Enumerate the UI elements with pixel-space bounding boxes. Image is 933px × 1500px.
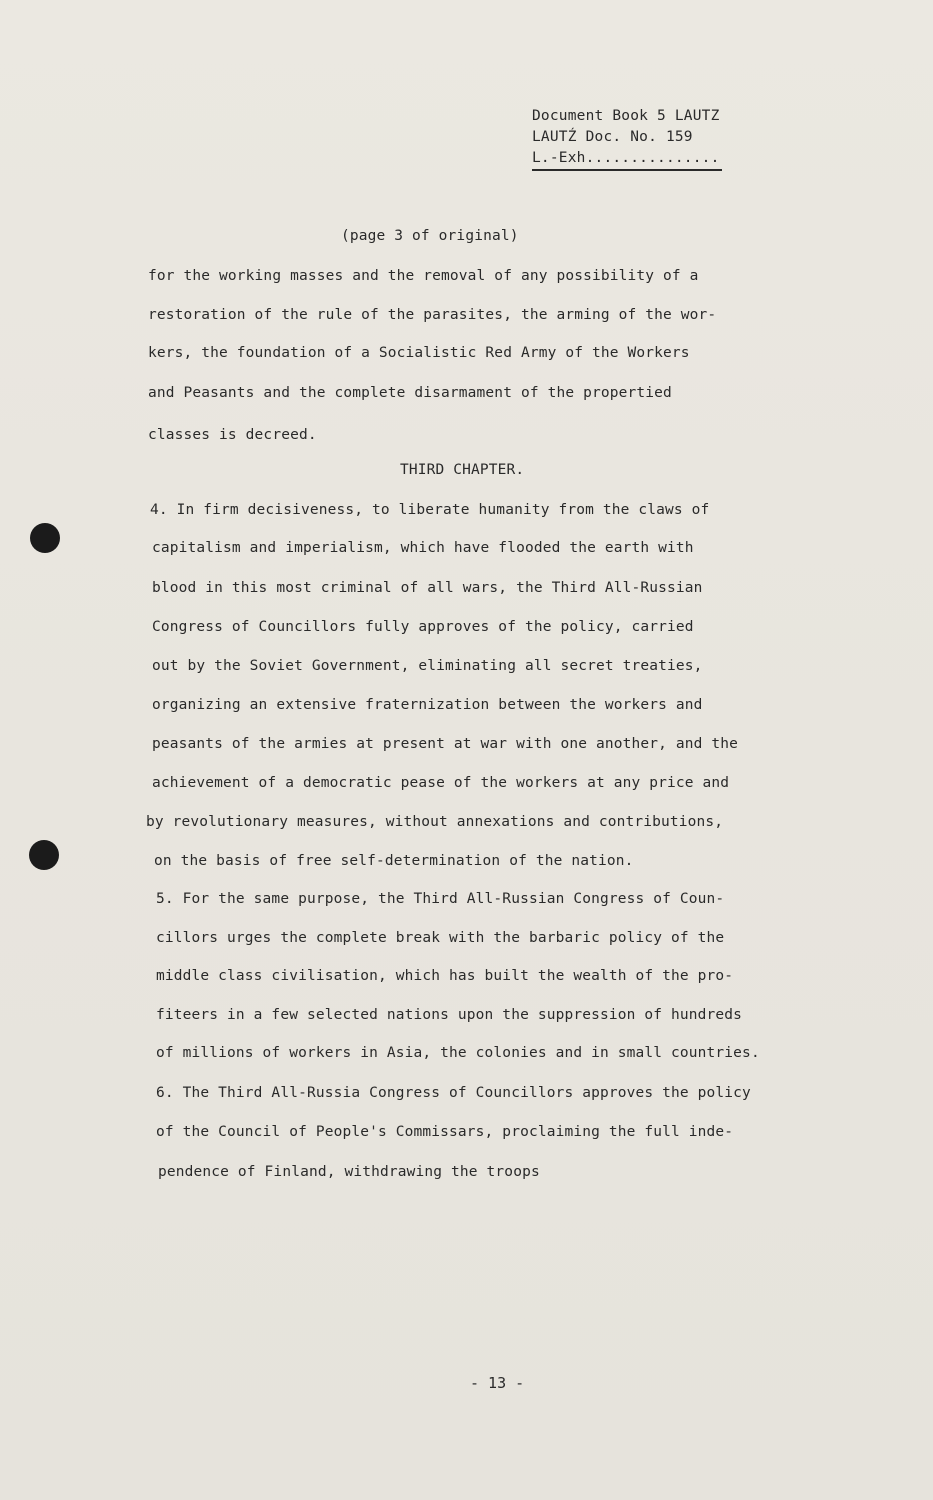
page-number: - 13 - — [470, 1374, 525, 1392]
body-line: organizing an extensive fraternization between the workers and — [152, 697, 703, 713]
punch-hole — [30, 523, 60, 553]
body-line: for the working masses and the removal of any possibility of a — [148, 268, 699, 284]
chapter-heading: THIRD CHAPTER. — [400, 462, 525, 478]
body-line: out by the Soviet Government, eliminating all secret treaties, — [152, 658, 703, 674]
header-exhibit: L.-Exh............... — [532, 148, 722, 171]
body-line: classes is decreed. — [148, 427, 317, 443]
body-line: of millions of workers in Asia, the colonies and in small countries. — [156, 1045, 760, 1061]
body-line: fiteers in a few selected nations upon the suppression of hundreds — [156, 1007, 743, 1023]
body-line: cillors urges the complete break with the barbaric policy of the — [156, 930, 725, 946]
body-line: on the basis of free self-determination of the nation. — [154, 853, 634, 869]
body-line: peasants of the armies at present at war with one another, and the — [152, 736, 739, 752]
page-note: (page 3 of original) — [341, 228, 519, 244]
body-line: and Peasants and the complete disarmament of the propertied — [148, 385, 672, 401]
punch-hole — [29, 840, 59, 870]
body-line: blood in this most criminal of all wars, the Third All-Russian — [152, 580, 703, 596]
body-line: 5. For the same purpose, the Third All-Russian Congress of Coun- — [156, 891, 725, 907]
body-line: pendence of Finland, withdrawing the troops — [158, 1164, 540, 1180]
body-line: Congress of Councillors fully approves of the policy, carried — [152, 619, 694, 635]
document-header — [532, 106, 722, 171]
body-line: 6. The Third All-Russia Congress of Councillors approves the policy — [156, 1085, 751, 1101]
body-line: achievement of a democratic pease of the workers at any price and — [152, 775, 730, 791]
body-line: 4. In firm decisiveness, to liberate humanity from the claws of — [150, 502, 710, 518]
body-line: restoration of the rule of the parasites, the arming of the wor- — [148, 307, 717, 323]
body-line: kers, the foundation of a Socialistic Red Army of the Workers — [148, 345, 690, 361]
body-line: middle class civilisation, which has built the wealth of the pro- — [156, 968, 734, 984]
header-doc-number: LAUTŹ Doc. No. 159 — [532, 129, 693, 145]
body-line: of the Council of People's Commissars, proclaiming the full inde- — [156, 1124, 734, 1140]
body-line: capitalism and imperialism, which have flooded the earth with — [152, 540, 694, 556]
header-doc-book: Document Book 5 LAUTZ — [532, 108, 720, 124]
body-line: by revolutionary measures, without annexations and contributions, — [146, 814, 724, 830]
